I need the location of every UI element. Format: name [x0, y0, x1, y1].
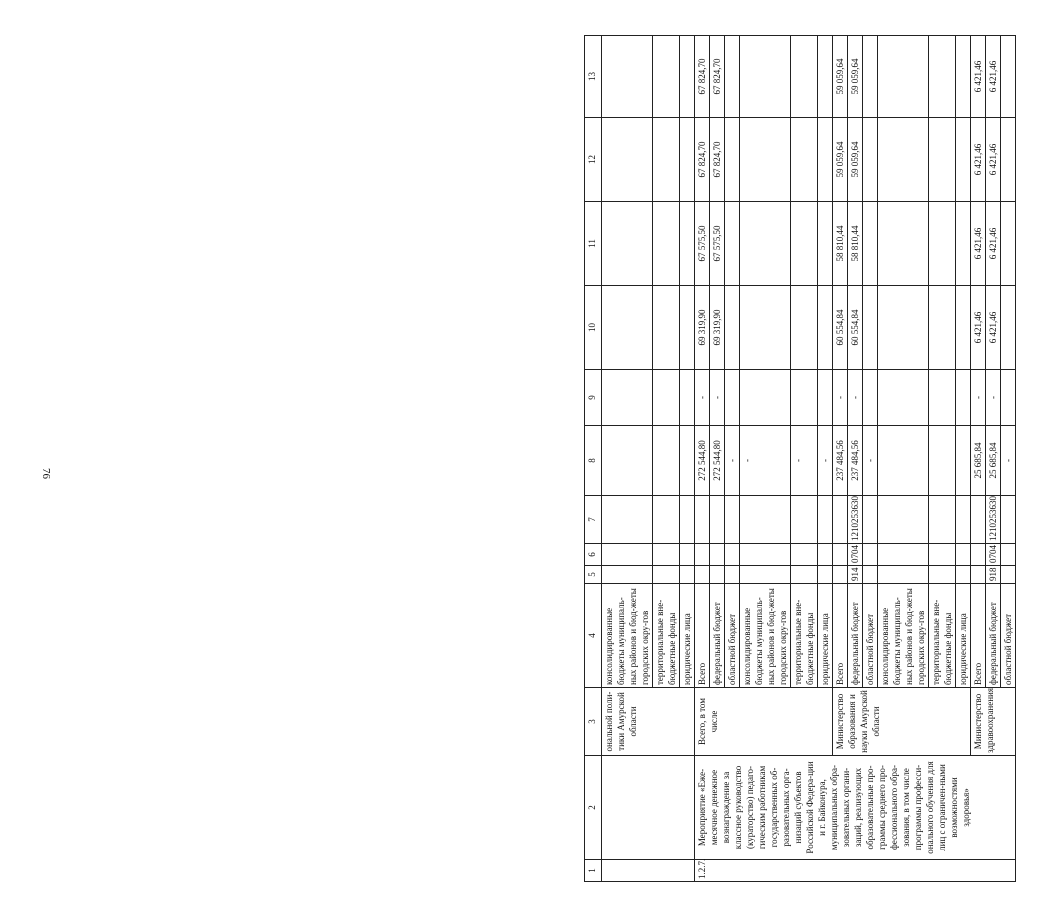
cell-source: федеральный бюджет — [848, 584, 863, 688]
cell-value: - — [725, 426, 740, 496]
cell-source: Всего — [695, 584, 710, 688]
cell-value — [653, 286, 680, 370]
cell-value — [1001, 202, 1016, 286]
cell-value — [956, 118, 971, 202]
cell-value — [971, 496, 986, 544]
cell-source: областной бюджет — [725, 584, 740, 688]
table-row — [695, 36, 710, 882]
cell-value — [740, 202, 791, 286]
cell-value — [863, 202, 878, 286]
cell-value — [833, 496, 848, 544]
cell-value — [710, 544, 725, 566]
cell-source: территориальные вне-бюджетные фонды — [929, 584, 956, 688]
cell-value — [791, 370, 818, 426]
cell-value — [863, 370, 878, 426]
cell-value — [863, 286, 878, 370]
cell-value: 6 421,46 — [971, 118, 986, 202]
cell-value: 60 554,84 — [833, 286, 848, 370]
header-cell: 3 — [585, 688, 602, 756]
cell-responsible: Министерство здравоохранения — [971, 688, 1016, 756]
cell-value — [818, 36, 833, 118]
cell-value — [680, 496, 695, 544]
cell-value: 25 685,84 — [986, 426, 1001, 496]
cell-source: территориальные вне-бюджетные фонды — [791, 584, 818, 688]
cell-value: 59 059,64 — [848, 36, 863, 118]
cell-value — [602, 544, 653, 566]
header-cell: 7 — [585, 496, 602, 544]
cell-value — [791, 202, 818, 286]
cell-value — [695, 566, 710, 584]
table-row — [971, 36, 986, 882]
page-number: 76 — [40, 468, 52, 479]
cell-value — [680, 202, 695, 286]
cell-value — [929, 202, 956, 286]
cell-source: территориальные вне-бюджетные фонды — [653, 584, 680, 688]
cell-value — [740, 496, 791, 544]
cell-value — [929, 566, 956, 584]
cell-value — [929, 544, 956, 566]
cell-value — [956, 370, 971, 426]
cell-value: 0704 — [986, 544, 1001, 566]
cell-value: 59 059,64 — [833, 118, 848, 202]
cell-value — [725, 118, 740, 202]
cell-value — [791, 36, 818, 118]
header-cell: 9 — [585, 370, 602, 426]
cell-value — [863, 544, 878, 566]
cell-value — [878, 426, 929, 496]
cell-value — [1001, 544, 1016, 566]
cell-value: 67 824,70 — [695, 118, 710, 202]
cell-value: 67 824,70 — [695, 36, 710, 118]
cell-value — [929, 496, 956, 544]
cell-value — [818, 496, 833, 544]
cell-value: 6 421,46 — [971, 286, 986, 370]
header-cell: 2 — [585, 756, 602, 860]
cell-value — [956, 426, 971, 496]
cell-value — [653, 566, 680, 584]
cell-value — [863, 36, 878, 118]
cell-source: областной бюджет — [1001, 584, 1016, 688]
cell-value — [710, 566, 725, 584]
cell-value — [878, 496, 929, 544]
cell-value — [818, 118, 833, 202]
cell-value: 67 575,50 — [710, 202, 725, 286]
cell-value — [725, 370, 740, 426]
cell-value — [1001, 36, 1016, 118]
cell-source: консолидированные бюджеты муниципаль-ных районов и бюд-жеты городских окру-гов — [878, 584, 929, 688]
cell-value — [956, 544, 971, 566]
cell-value: 69 319,90 — [710, 286, 725, 370]
cell-source: федеральный бюджет — [986, 584, 1001, 688]
cell-value — [956, 202, 971, 286]
cell-value — [863, 566, 878, 584]
cell-value: 1210253630 — [848, 496, 863, 544]
cell-value — [680, 36, 695, 118]
rotated-table-wrapper — [584, 2, 1054, 882]
cell-value: - — [695, 370, 710, 426]
cell-value — [818, 202, 833, 286]
cell-value — [653, 202, 680, 286]
cell-responsible: ональной поли-тики Амурской области — [602, 688, 695, 756]
cell-value: 58 810,44 — [833, 202, 848, 286]
cell-value — [653, 426, 680, 496]
cell-value: - — [1001, 426, 1016, 496]
cell-value — [725, 202, 740, 286]
cell-source: федеральный бюджет — [710, 584, 725, 688]
cell-value — [956, 496, 971, 544]
table-row — [602, 36, 653, 882]
cell-value — [878, 370, 929, 426]
cell-value — [740, 544, 791, 566]
cell-desc: Мероприятие «Еже-месячное денежное вознаграждение за классное руководство (кураторство) педаго-гическим работникам государственных об-разовательных орга-низаций субъектов Российской Федера-ции и г. Байконура, муниципальных обра-зовательных органи-заций, реализующих образовательные про-граммы среднего про-фессионального обра-зования, в том числе программы професси-онального обучения для лиц с ограничен-ными возможностями здоровья» — [695, 756, 1016, 860]
cell-value — [878, 286, 929, 370]
cell-value: - — [848, 370, 863, 426]
cell-value — [602, 118, 653, 202]
cell-value — [833, 544, 848, 566]
table-row — [833, 36, 848, 882]
cell-value — [740, 370, 791, 426]
cell-value — [929, 426, 956, 496]
cell-value — [818, 544, 833, 566]
cell-value — [929, 370, 956, 426]
cell-value: - — [986, 370, 1001, 426]
cell-value — [1001, 496, 1016, 544]
cell-value — [791, 544, 818, 566]
cell-responsible: Всего, в том числе — [695, 688, 833, 756]
cell-value: 918 — [986, 566, 1001, 584]
cell-value: 6 421,46 — [971, 202, 986, 286]
cell-desc — [602, 756, 695, 860]
cell-value — [653, 370, 680, 426]
cell-value — [818, 566, 833, 584]
cell-value — [653, 118, 680, 202]
cell-value: 59 059,64 — [833, 36, 848, 118]
cell-value — [1001, 118, 1016, 202]
header-cell: 13 — [585, 36, 602, 118]
cell-value — [740, 566, 791, 584]
header-cell: 11 — [585, 202, 602, 286]
cell-source: консолидированные бюджеты муниципаль-ных районов и бюд-жеты городских окру-гов — [602, 584, 653, 688]
cell-value — [602, 202, 653, 286]
cell-value — [878, 202, 929, 286]
cell-value — [653, 496, 680, 544]
header-cell: 4 — [585, 584, 602, 688]
cell-value: - — [818, 426, 833, 496]
cell-value — [602, 426, 653, 496]
cell-value: 67 824,70 — [710, 118, 725, 202]
cell-value — [929, 286, 956, 370]
cell-source: юридические лица — [680, 584, 695, 688]
cell-value — [680, 426, 695, 496]
cell-value — [833, 566, 848, 584]
cell-value: 58 810,44 — [848, 202, 863, 286]
cell-value — [725, 496, 740, 544]
cell-value — [725, 544, 740, 566]
cell-value: 1210253630 — [986, 496, 1001, 544]
cell-value: 272 544,80 — [695, 426, 710, 496]
cell-source: консолидированные бюджеты муниципаль-ных районов и бюд-жеты городских окру-гов — [740, 584, 791, 688]
cell-value — [653, 544, 680, 566]
cell-value — [740, 286, 791, 370]
cell-value — [818, 286, 833, 370]
cell-value — [1001, 566, 1016, 584]
cell-value — [878, 544, 929, 566]
cell-value: 67 824,70 — [710, 36, 725, 118]
cell-value — [878, 566, 929, 584]
cell-value — [863, 496, 878, 544]
cell-source: Всего — [971, 584, 986, 688]
header-cell: 10 — [585, 286, 602, 370]
cell-value: 237 484,56 — [833, 426, 848, 496]
cell-value — [602, 370, 653, 426]
cell-value: 0704 — [848, 544, 863, 566]
cell-value — [1001, 370, 1016, 426]
cell-value: - — [740, 426, 791, 496]
cell-value — [740, 118, 791, 202]
cell-value: 67 575,50 — [695, 202, 710, 286]
cell-value — [1001, 286, 1016, 370]
cell-value — [695, 496, 710, 544]
cell-source: юридические лица — [956, 584, 971, 688]
header-cell: 5 — [585, 566, 602, 584]
cell-value — [929, 36, 956, 118]
cell-value: 6 421,46 — [986, 36, 1001, 118]
cell-value: - — [710, 370, 725, 426]
cell-value: 25 685,84 — [971, 426, 986, 496]
header-cell: 1 — [585, 860, 602, 882]
cell-value: 237 484,56 — [848, 426, 863, 496]
cell-value: 6 421,46 — [986, 118, 1001, 202]
cell-value — [602, 286, 653, 370]
cell-source: областной бюджет — [863, 584, 878, 688]
cell-value: 272 544,80 — [710, 426, 725, 496]
cell-value: - — [863, 426, 878, 496]
cell-value — [791, 566, 818, 584]
cell-value — [680, 544, 695, 566]
cell-value — [791, 118, 818, 202]
header-cell: 12 — [585, 118, 602, 202]
cell-value: - — [791, 426, 818, 496]
cell-value — [791, 496, 818, 544]
budget-table — [584, 35, 1016, 882]
cell-value — [680, 118, 695, 202]
cell-value: 6 421,46 — [986, 202, 1001, 286]
cell-value — [695, 544, 710, 566]
cell-value — [602, 496, 653, 544]
cell-value — [956, 36, 971, 118]
cell-value — [971, 566, 986, 584]
cell-value — [680, 370, 695, 426]
cell-value — [602, 36, 653, 118]
cell-value — [710, 496, 725, 544]
cell-value — [653, 36, 680, 118]
cell-value: 60 554,84 — [848, 286, 863, 370]
cell-value — [971, 544, 986, 566]
cell-value — [602, 566, 653, 584]
cell-value: 914 — [848, 566, 863, 584]
cell-source: юридические лица — [818, 584, 833, 688]
cell-num: 1.2.7. — [695, 860, 1016, 882]
cell-value — [680, 566, 695, 584]
cell-value — [956, 286, 971, 370]
cell-responsible: Министерство образования и науки Амурской области — [833, 688, 971, 756]
cell-value — [725, 36, 740, 118]
header-cell: 8 — [585, 426, 602, 496]
header-cell: 6 — [585, 544, 602, 566]
cell-value — [680, 286, 695, 370]
cell-value — [929, 118, 956, 202]
cell-value: - — [971, 370, 986, 426]
cell-value — [725, 566, 740, 584]
cell-source: Всего — [833, 584, 848, 688]
header-row — [585, 36, 602, 882]
cell-value — [740, 36, 791, 118]
cell-value — [725, 286, 740, 370]
cell-value — [791, 286, 818, 370]
cell-value — [818, 370, 833, 426]
cell-num — [602, 860, 695, 882]
cell-value — [863, 118, 878, 202]
cell-value — [878, 36, 929, 118]
cell-value: 6 421,46 — [971, 36, 986, 118]
cell-value: - — [833, 370, 848, 426]
cell-value — [878, 118, 929, 202]
cell-value: 59 059,64 — [848, 118, 863, 202]
cell-value — [956, 566, 971, 584]
cell-value: 69 319,90 — [695, 286, 710, 370]
cell-value: 6 421,46 — [986, 286, 1001, 370]
